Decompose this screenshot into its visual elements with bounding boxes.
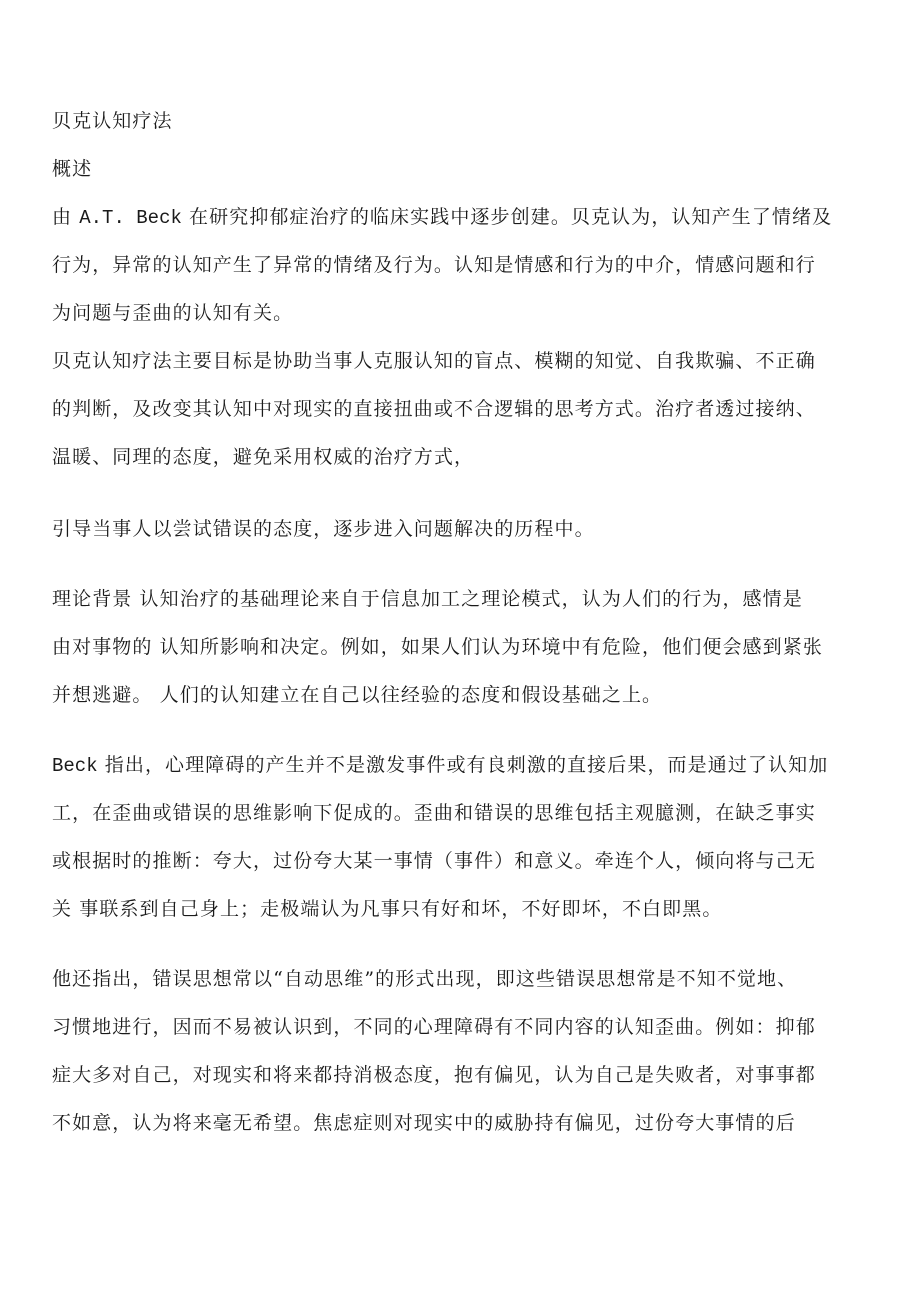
paragraph-line: 理论背景 认知治疗的基础理论来自于信息加工之理论模式，认为人们的行为，感情是 (52, 588, 803, 610)
paragraph-line: 习惯地进行，因而不易被认识到，不同的心理障碍有不同内容的认知歪曲。例如：抑郁 (52, 1016, 816, 1038)
paragraph-line: 引导当事人以尝试错误的态度，逐步进入问题解决的历程中。 (52, 518, 595, 540)
author-name: Beck (52, 755, 98, 777)
paragraph-line: 关 事联系到自己身上；走极端认为凡事只有好和坏，不好即坏，不白即黑。 (52, 898, 723, 920)
paragraph-line: 不如意，认为将来毫无希望。焦虑症则对现实中的威胁持有偏见，过份夸大事情的后 (52, 1112, 796, 1134)
paragraph-line: 贝克认知疗法主要目标是协助当事人克服认知的盲点、模糊的知觉、自我欺骗、不正确 (52, 350, 816, 372)
paragraph-line: Beck 指出，心理障碍的产生并不是激发事件或有良刺激的直接后果，而是通过了认知加 (52, 754, 829, 777)
author-name: A.T. Beck (79, 207, 182, 229)
paragraph-line: 或根据时的推断：夸大，过份夸大某一事情（事件）和意义。牵连个人，倾向将与己无 (52, 850, 816, 872)
paragraph-line: 由对事物的 认知所影响和决定。例如，如果人们认为环境中有危险，他们便会感到紧张 (52, 636, 823, 658)
paragraph-line: 并想逃避。 人们的认知建立在自己以往经验的态度和假设基础之上。 (52, 684, 663, 706)
paragraph-line: 的判断，及改变其认知中对现实的直接扭曲或不合逻辑的思考方式。治疗者透过接纳、 (52, 398, 816, 420)
paragraph-line: 工，在歪曲或错误的思维影响下促成的。歪曲和错误的思维包括主观臆测，在缺乏事实 (52, 802, 816, 824)
paragraph-line: 他还指出，错误思想常以“自动思维”的形式出现，即这些错误思想常是不知不觉地、 (52, 968, 798, 990)
paragraph-line: 为问题与歪曲的认知有关。 (52, 302, 294, 324)
document-title: 贝克认知疗法 (52, 110, 173, 132)
paragraph-line: 温暖、同理的态度，避免采用权威的治疗方式， (52, 446, 475, 468)
paragraph-line: 症大多对自己，对现实和将来都持消极态度，抱有偏见，认为自己是失败者，对事事都 (52, 1064, 816, 1086)
paragraph-line: 由 A.T. Beck 在研究抑郁症治疗的临床实践中逐步创建。贝克认为，认知产生了情绪及 (52, 206, 833, 229)
paragraph-line: 行为，异常的认知产生了异常的情绪及行为。认知是情感和行为的中介，情感问题和行 (52, 254, 816, 276)
section-heading: 概述 (52, 158, 93, 180)
